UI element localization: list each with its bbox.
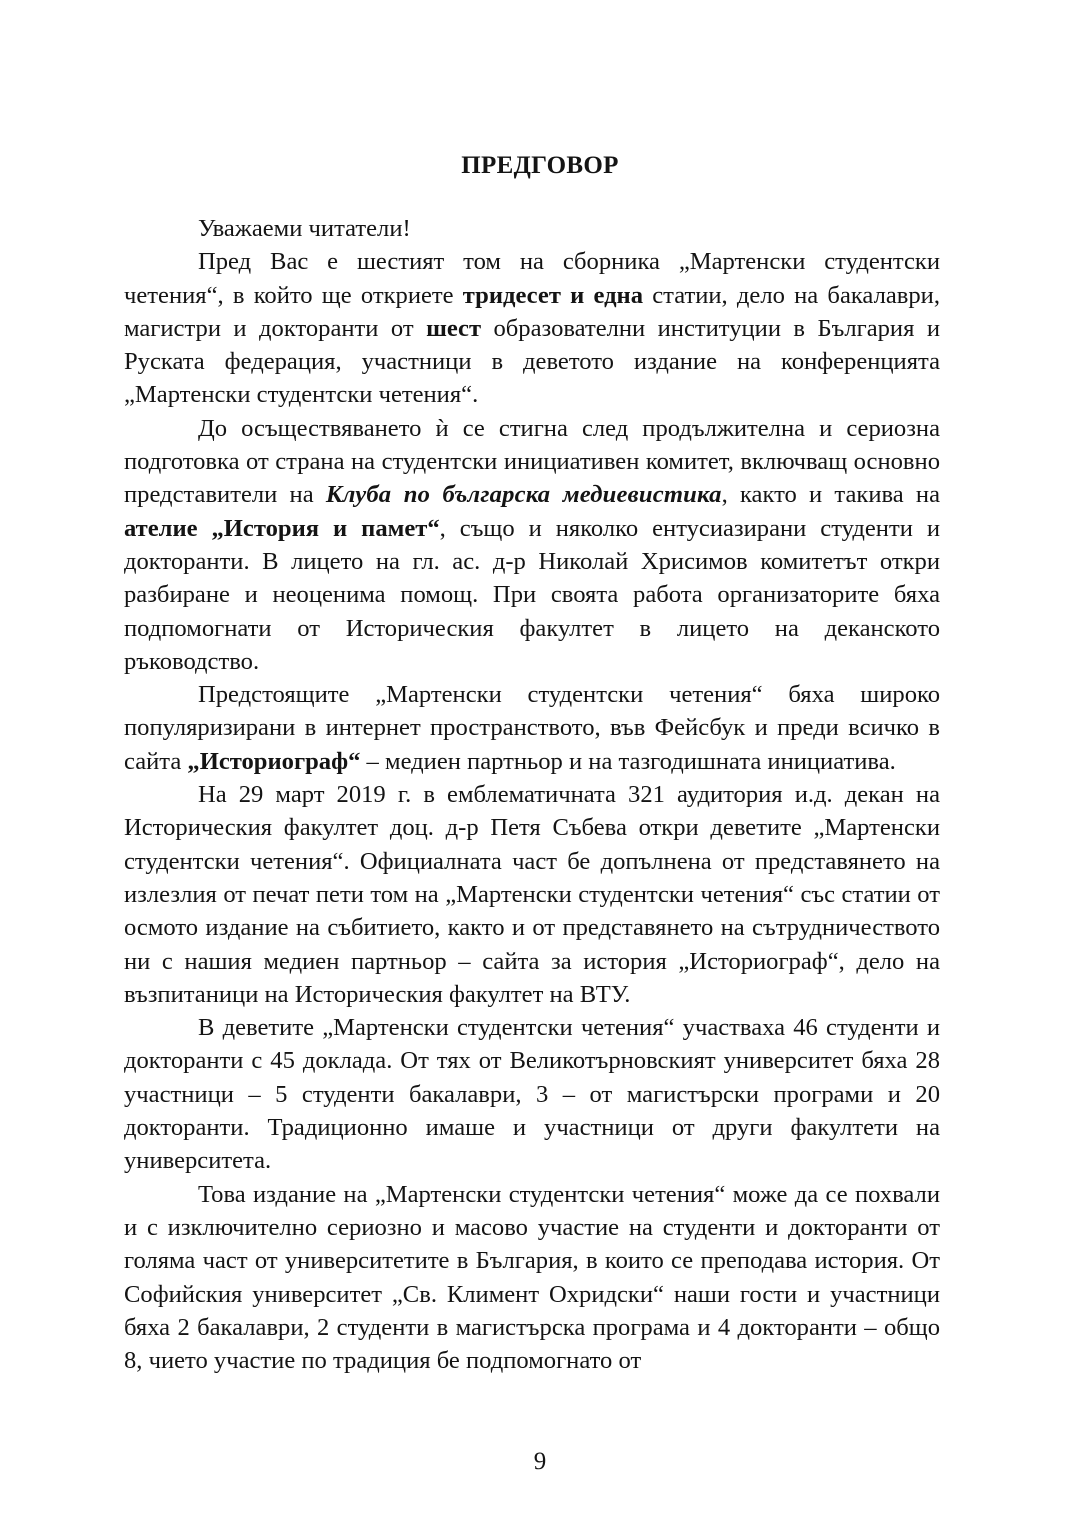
text-segment: статии, дело на бакалаври, магистри и докторанти от bbox=[124, 281, 940, 342]
text-segment: Предстоящите „Мартенски студентски четения“ бяха широко популяризирани в интернет пространството, във Фейсбук и преди всичко в сайта bbox=[124, 681, 940, 775]
paragraph bbox=[124, 1011, 940, 1177]
text-segment: образователни институции в България и Руската федерация, участници в деветото издание на конференцията „Мартенски студентски четения“. bbox=[124, 314, 940, 409]
text-segment: На 29 март 2019 г. в емблематичната 321 аудитория и.д. декан на Историческия факултет доц. д-р Петя Събева откри деветите „Мартенски студентски четения“. Официалната част бе допълнена от представянето на излезлия от печат пети том на „Мартенски студентски четения“ със статии от осмото издание на събитието, както и от представянето на сътрудничеството ни с нашия медиен партньор – сайта за история „Историограф“, дело на възпитаници на Историческия факултет на ВТУ. bbox=[124, 781, 940, 1008]
paragraph bbox=[124, 245, 940, 411]
text-segment: , също и няколко ентусиазирани студенти и докторанти. В лицето на гл. ас. д-р Николай Хрисимов комитетът откри разбиране и неоценима помощ. При своята работа организаторите бяха подпомогнати от Историческия факултет в лицето на деканското ръководство. bbox=[124, 514, 941, 675]
text-segment: Пред Вас е шестият том на сборника „Мартенски студентски четения“, в който ще откриете bbox=[124, 248, 940, 309]
text-segment: До осъществяването ѝ се стигна след продължителна и сериозна подготовка от страна на студентски инициативен комитет, включващ основно представители на bbox=[124, 414, 940, 509]
text-segment: , както и такива на bbox=[721, 481, 940, 509]
paragraph bbox=[124, 778, 940, 1011]
page-title: ПРЕДГОВОР bbox=[461, 152, 619, 179]
paragraph bbox=[124, 678, 940, 778]
bold-text: ателие „История и памет“ bbox=[124, 514, 440, 542]
bold-text: шест bbox=[426, 314, 482, 342]
bold-text: тридесет и една bbox=[462, 281, 644, 309]
paragraph bbox=[124, 212, 940, 245]
text-segment: – медиен партньор и на тазгодишната инициатива. bbox=[360, 747, 896, 775]
paragraph bbox=[124, 412, 940, 678]
text-segment: В деветите „Мартенски студентски четения“ участваха 46 студенти и докторанти с 45 доклада. От тях от Великотърновският университет бяха 28 участници – 5 студенти бакалаври, 3 – от магистърски програми и 20 докторанти. Традиционно имаше и участници от други факултети на университета. bbox=[124, 1014, 940, 1175]
page-number: 9 bbox=[533, 1448, 547, 1475]
text-segment: Уважаеми читатели! bbox=[198, 215, 411, 242]
body-text bbox=[124, 212, 940, 1377]
bold-text: „Историограф“ bbox=[187, 747, 361, 775]
text-segment: Това издание на „Мартенски студентски четения“ може да се похвали и с изключително сериозно и масово участие на студенти и докторанти от голяма част от университетите в България, в които се преподава история. От Софийския университет „Св. Климент Охридски“ наши гости и участници бяха 2 бакалаври, 2 студенти в магистърска програма и 4 докторанти – общо 8, чието участие по традиция бе подпомогнато от bbox=[124, 1180, 940, 1375]
paragraph bbox=[124, 1178, 940, 1378]
club-name: Клуба по българска медиевистика bbox=[325, 481, 722, 509]
